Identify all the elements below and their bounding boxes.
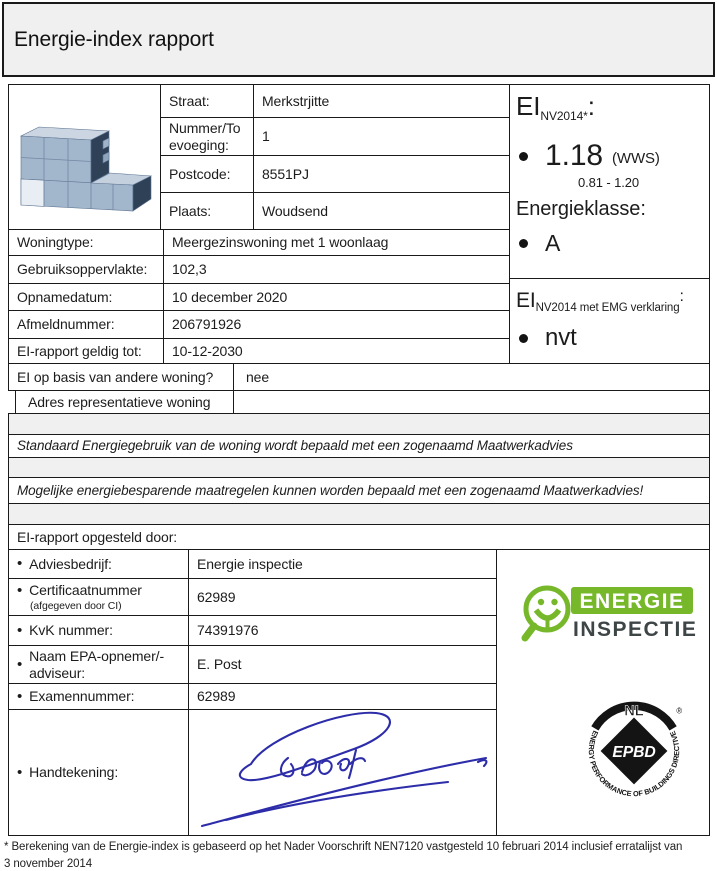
exam-number-label-cell xyxy=(8,683,189,710)
ei-colon: : xyxy=(587,91,595,121)
number-label: Nummer/Toevoeging: xyxy=(169,120,241,153)
certificate-number-label-cell xyxy=(8,578,189,616)
note1-text: Standaard Energiegebruik van de woning wordt bepaald met een zogenaamd Maatwerkadvies xyxy=(17,438,573,454)
representative-address-label-cell xyxy=(15,390,234,414)
city-label-cell xyxy=(160,192,254,230)
certificate-number-label-line xyxy=(17,582,142,599)
divider-band xyxy=(8,457,710,478)
energy-class-line xyxy=(516,230,703,256)
other-dwelling-label: EI op basis van andere woning? xyxy=(17,368,214,385)
preparer-header-cell xyxy=(8,524,710,550)
exam-number-value-cell xyxy=(188,683,497,710)
advisory-company-value: Energie inspectie xyxy=(197,555,303,572)
certificate-number-sublabel: (afgegeven door CI) xyxy=(30,600,122,613)
epa-advisor-value: E. Post xyxy=(197,656,242,673)
exam-number-label: • Examennummer: xyxy=(29,688,135,705)
ei-emg-colon: : xyxy=(679,288,684,305)
footnote xyxy=(4,839,690,871)
magnifier-handle-icon xyxy=(525,626,534,638)
dwelling-type-value: Meergezinswoning met 1 woonlaag xyxy=(172,234,389,251)
divider-band xyxy=(8,413,710,435)
registration-number-label: Afmeldnummer: xyxy=(17,316,115,333)
representative-address-value-cell xyxy=(233,390,710,414)
ei-emg-heading xyxy=(516,288,703,315)
bullet-icon xyxy=(519,239,528,248)
survey-date-label-cell xyxy=(8,283,164,311)
note2-cell xyxy=(8,477,710,504)
number-label-cell xyxy=(160,117,254,156)
survey-date-value: 10 december 2020 xyxy=(172,288,288,305)
valid-until-value: 10-12-2030 xyxy=(172,342,243,359)
energy-class-value: A xyxy=(545,230,561,257)
representative-address-label: Adres representatieve woning xyxy=(28,393,211,410)
dwelling-type-label: Woningtype: xyxy=(17,234,94,251)
kvk-number-label: • KvK nummer: xyxy=(29,622,113,639)
ei-emg-panel xyxy=(509,278,710,364)
city-value: Woudsend xyxy=(262,202,328,219)
epbd-ring-text: ENERGY PERFORMANCE OF BUILDINGS DIRECTIVE xyxy=(586,729,682,799)
energie-text: ENERGIE xyxy=(579,590,685,613)
plug-eye-icon xyxy=(538,599,544,605)
plug-eye-icon xyxy=(551,599,557,605)
floor-area-label-cell xyxy=(8,255,164,284)
floor-area-value-cell xyxy=(163,255,510,284)
footnote-text: * Berekening van de Energie-index is gebaseerd op het Nader Voorschrift NEN7120 vastgesteld 10 februari 2014 inclusief erratalijst van 3 november 2014 xyxy=(4,841,683,871)
certificate-number-label: • Certificaatnummer xyxy=(29,582,142,599)
advisory-company-label-cell xyxy=(8,549,189,579)
page-title: Energie-index rapport xyxy=(14,27,214,51)
street-label: Straat: xyxy=(169,92,210,109)
survey-date-value-cell xyxy=(163,283,510,311)
dwelling-type-label-cell xyxy=(8,229,164,256)
city-value-cell xyxy=(253,192,510,230)
building-3d-illustration xyxy=(17,121,155,223)
exam-number-value: 62989 xyxy=(197,688,236,705)
building-shapes xyxy=(21,127,151,211)
postcode-value: 8551PJ xyxy=(262,165,309,182)
ei-unit: (WWS) xyxy=(612,150,660,168)
ei-emg-prefix: EI xyxy=(516,289,536,312)
certificate-number-value-cell xyxy=(188,578,497,616)
note1-cell xyxy=(8,434,710,458)
floor-area-value: 102,3 xyxy=(172,261,207,278)
building-image-cell xyxy=(8,84,161,230)
signature-label-cell xyxy=(8,709,189,836)
ei-subscript: NV2014* xyxy=(540,109,588,123)
bullet-icon xyxy=(519,334,528,343)
ei-emg-subscript: NV2014 met EMG verklaring xyxy=(535,302,680,314)
epa-advisor-label: • Naam EPA-opnemer/-adviseur: xyxy=(29,648,165,681)
epbd-nl-text: NL xyxy=(624,703,644,720)
number-value: 1 xyxy=(262,128,270,145)
postcode-value-cell xyxy=(253,155,510,193)
signature-value-cell xyxy=(188,709,498,836)
floor-area-label: Gebruiksoppervlakte: xyxy=(17,261,148,278)
signature-label: • Handtekening: xyxy=(29,764,119,781)
certificate-number-value: 62989 xyxy=(197,588,236,605)
advisory-company-label: • Adviesbedrijf: xyxy=(29,555,112,572)
postcode-label: Postcode: xyxy=(169,165,231,182)
registration-number-value: 206791926 xyxy=(172,316,242,333)
other-dwelling-label-cell xyxy=(8,363,234,391)
registration-number-value-cell xyxy=(163,310,510,339)
energie-inspectie-logo xyxy=(518,584,704,642)
energy-class-label: Energieklasse: xyxy=(516,198,646,221)
street-value-cell xyxy=(253,84,510,118)
ei-panel xyxy=(509,84,710,279)
ei-emg-value: nvt xyxy=(545,324,577,352)
ei-range: 0.81 - 1.20 xyxy=(578,175,640,191)
kvk-number-value: 74391976 xyxy=(197,622,259,639)
epbd-center-text: EPBD xyxy=(612,743,656,761)
ei-heading xyxy=(516,92,703,124)
ei-value: 1.18 xyxy=(545,138,603,172)
valid-until-value-cell xyxy=(163,338,510,364)
note2-text: Mogelijke energiebesparende maatregelen kunnen worden bepaald met een zogenaamd Maatwerkadvies! xyxy=(17,482,644,498)
valid-until-label-cell xyxy=(8,338,164,364)
city-label: Plaats: xyxy=(169,202,212,219)
kvk-number-value-cell xyxy=(188,615,497,646)
other-dwelling-value: nee xyxy=(246,368,270,385)
postcode-label-cell xyxy=(160,155,254,193)
epa-advisor-value-cell xyxy=(188,645,497,684)
registered-trademark-icon: ® xyxy=(676,706,683,716)
report-title-box xyxy=(2,2,715,77)
ei-emg-value-line xyxy=(516,324,703,352)
inspectie-text: INSPECTIE xyxy=(573,618,698,641)
divider-band xyxy=(8,503,710,525)
street-value: Merkstrjitte xyxy=(262,92,330,109)
epa-advisor-label-cell xyxy=(8,645,189,684)
ei-value-line xyxy=(516,139,703,174)
bullet-icon xyxy=(519,152,528,161)
survey-date-label: Opnamedatum: xyxy=(17,288,113,305)
kvk-number-label-cell xyxy=(8,615,189,646)
number-value-cell xyxy=(253,117,510,156)
preparer-header: EI-rapport opgesteld door: xyxy=(17,528,178,545)
ei-prefix: EI xyxy=(516,91,541,121)
other-dwelling-value-cell xyxy=(233,363,710,391)
valid-until-label: EI-rapport geldig tot: xyxy=(17,342,142,359)
street-label-cell xyxy=(160,84,254,118)
dwelling-type-value-cell xyxy=(163,229,510,256)
epbd-nl-logo xyxy=(578,692,690,804)
registration-number-label-cell xyxy=(8,310,164,339)
advisory-company-value-cell xyxy=(188,549,497,579)
